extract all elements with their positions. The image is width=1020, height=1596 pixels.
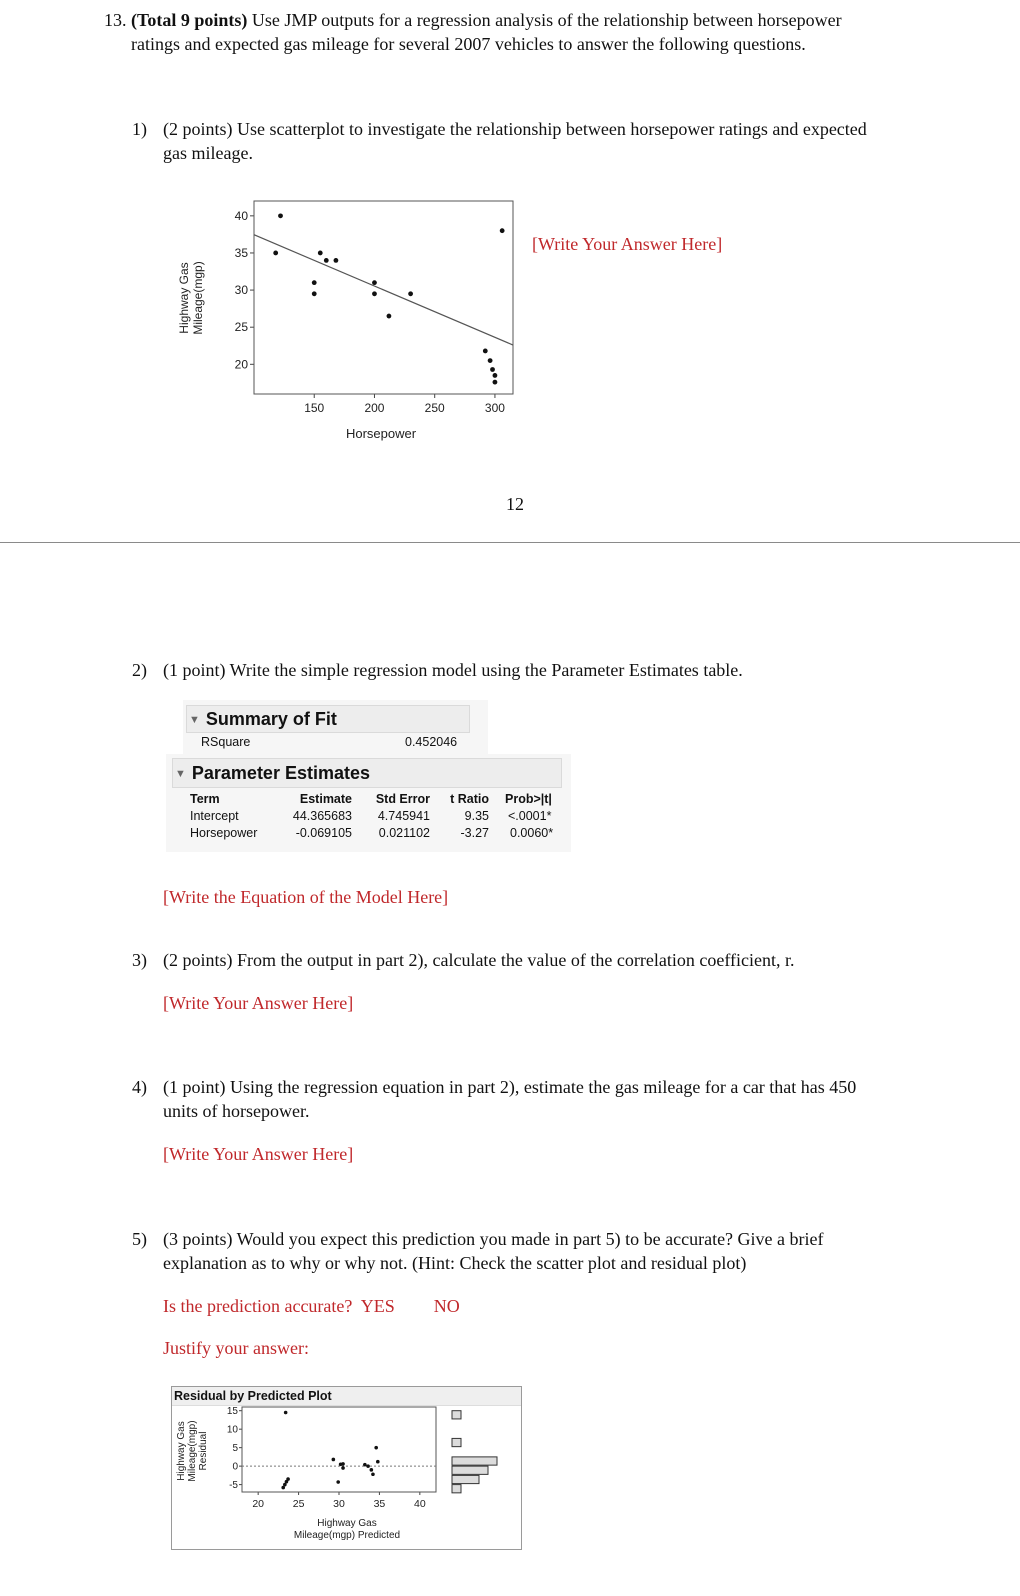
scatter-y-axis-label <box>177 261 205 334</box>
part5-prompt <box>163 1227 963 1275</box>
residual-y-tick-label: -5 <box>229 1480 238 1492</box>
residual-y-label-line: Residual <box>198 1431 209 1471</box>
part3-num: 3) <box>132 950 147 970</box>
scatter-y-tick-label: 20 <box>234 357 248 372</box>
residual-point <box>371 1472 375 1476</box>
table-row-horsepower-std-error: 0.021102 <box>378 826 430 840</box>
histogram-bar <box>452 1457 497 1465</box>
scatter-x-tick-label: 200 <box>364 401 385 415</box>
histogram-bar <box>452 1475 479 1483</box>
scatter-point <box>372 291 377 296</box>
part3-answer[interactable]: [Write Your Answer Here] <box>163 993 354 1013</box>
histogram-bar <box>452 1466 488 1474</box>
disclosure-triangle-icon[interactable]: ▼ <box>175 768 186 780</box>
residual-y-tick-label: 10 <box>226 1424 238 1436</box>
part3-prompt: (2 points) From the output in part 2), calculate the value of the correlation coefficient, r. <box>163 950 795 970</box>
residual-point <box>332 1458 336 1462</box>
justify-prompt[interactable]: Justify your answer: <box>163 1338 309 1358</box>
part4-line2: units of horsepower. <box>163 1101 310 1121</box>
table-row-horsepower-term: Horsepower <box>190 826 258 840</box>
scatter-point <box>334 258 339 263</box>
parameter-estimates-header[interactable] <box>172 758 562 788</box>
scatter-x-tick-label: 250 <box>424 401 445 415</box>
residual-point <box>284 1411 288 1415</box>
part4-answer[interactable]: [Write Your Answer Here] <box>163 1144 354 1164</box>
scatter-plot-frame <box>254 201 513 394</box>
scatter-y-tick-label: 30 <box>234 283 248 298</box>
residual-by-predicted-plot <box>172 1405 520 1547</box>
residual-plot-frame <box>242 1407 436 1492</box>
table-row-horsepower-t-ratio: -3.27 <box>460 826 489 840</box>
part5-line1: (3 points) Would you expect this prediction you made in part 5) to be accurate? Give a brief <box>163 1229 824 1249</box>
scatter-point <box>408 291 413 296</box>
residual-x-axis-label <box>294 1518 400 1541</box>
question-points: (Total 9 points) <box>131 10 248 30</box>
page-break-rule <box>0 542 1020 543</box>
parameter-estimates-title: Parameter Estimates <box>191 763 370 783</box>
residual-point <box>341 1462 345 1466</box>
scatter-y-tick-label: 35 <box>234 245 248 260</box>
residual-y-ticks <box>227 1406 242 1491</box>
scatter-point <box>493 373 498 378</box>
residual-x-label-line1: Highway Gas <box>317 1518 377 1529</box>
table-row-horsepower-estimate: -0.069105 <box>295 826 352 840</box>
yes-option[interactable]: YES <box>360 1296 395 1316</box>
scatter-x-ticks <box>304 394 505 415</box>
residual-y-tick-label: 5 <box>232 1443 238 1455</box>
residual-x-tick-label: 20 <box>252 1498 265 1510</box>
scatter-point <box>318 251 323 256</box>
histogram-bar <box>452 1411 461 1419</box>
scatter-y-tick-label: 25 <box>234 320 248 335</box>
summary-of-fit-header[interactable] <box>186 705 470 733</box>
part1-num: 1) <box>132 119 147 139</box>
part2-prompt: (1 point) Write the simple regression model using the Parameter Estimates table. <box>163 660 743 680</box>
table-row-intercept-std-error: 4.745941 <box>377 809 430 823</box>
regression-line <box>254 235 513 345</box>
scatter-point <box>324 258 329 263</box>
scatter-point <box>387 314 392 319</box>
col-header-prob: Prob>|t| <box>505 792 552 806</box>
scatter-point <box>490 367 495 372</box>
scatter-y-label-line1: Highway Gas <box>177 262 191 334</box>
part2-answer[interactable]: [Write the Equation of the Model Here] <box>163 887 449 907</box>
part5-line2: explanation as to why or why not. (Hint: Check the scatter plot and residual plot) <box>163 1253 747 1273</box>
rsquare-value: 0.452046 <box>405 735 458 749</box>
residual-plot-header <box>172 1387 521 1406</box>
residual-y-tick-label: 0 <box>232 1461 238 1473</box>
table-row-intercept-term: Intercept <box>190 809 239 823</box>
col-header-t-ratio: t Ratio <box>450 792 489 806</box>
residual-y-tick-label: 15 <box>226 1406 238 1418</box>
summary-of-fit-title: Summary of Fit <box>205 709 337 729</box>
part1-answer[interactable]: [Write Your Answer Here] <box>532 234 723 254</box>
scatter-point <box>312 280 317 285</box>
scatter-point <box>500 228 505 233</box>
residual-x-label-line2: Mileage(mgp) Predicted <box>293 1530 401 1541</box>
part4-line1: (1 point) Using the regression equation in part 2), estimate the gas mileage for a car that has 450 <box>163 1077 857 1097</box>
scatter-point <box>483 349 488 354</box>
scatter-point <box>312 291 317 296</box>
scatter-y-tick-label: 40 <box>234 208 248 223</box>
question-intro <box>104 8 1004 56</box>
residual-point <box>281 1486 285 1490</box>
scatter-point <box>372 280 377 285</box>
residual-y-axis-label <box>176 1420 209 1481</box>
question-number: 13. <box>104 10 127 30</box>
residual-point <box>341 1466 345 1470</box>
part4-prompt <box>163 1075 963 1123</box>
histogram-bar <box>452 1485 461 1493</box>
accuracy-question-text: Is the prediction accurate? <box>163 1296 353 1316</box>
scatter-x-tick-label: 300 <box>484 401 505 415</box>
scatter-fit-line <box>254 235 513 345</box>
part1-prompt <box>163 117 963 165</box>
part2-num: 2) <box>132 660 147 680</box>
scatter-points <box>273 213 504 384</box>
scatter-y-label-line2: Mileage(mgp) <box>191 261 205 335</box>
part4-num: 4) <box>132 1077 147 1097</box>
residual-point <box>366 1464 370 1468</box>
residual-point <box>363 1463 367 1467</box>
table-row-intercept-t-ratio: 9.35 <box>464 809 489 823</box>
residual-point <box>370 1468 374 1472</box>
question-intro-line2: ratings and expected gas mileage for several 2007 vehicles to answer the following questions. <box>131 34 806 54</box>
part1-line2: gas mileage. <box>163 143 253 163</box>
residual-x-tick-label: 40 <box>413 1498 426 1510</box>
horsepower-scatterplot <box>170 198 520 448</box>
residual-point <box>374 1446 378 1450</box>
scatter-x-tick-label: 150 <box>304 401 325 415</box>
residual-histogram <box>452 1411 497 1493</box>
scatter-x-axis-label: Horsepower <box>345 426 417 441</box>
col-header-std-error: Std Error <box>375 792 430 806</box>
page-number: 12 <box>506 494 524 514</box>
rsquare-label: RSquare <box>201 735 251 749</box>
scatter-point <box>488 358 493 363</box>
residual-y-label-line: Highway Gas <box>176 1421 187 1481</box>
scatter-point <box>273 251 278 256</box>
part1-line1: (2 points) Use scatterplot to investigate the relationship between horsepower ratings and expected <box>163 119 867 139</box>
part5-num: 5) <box>132 1229 147 1249</box>
residual-x-tick-label: 35 <box>373 1498 386 1510</box>
question-intro-line1 <box>104 8 1004 32</box>
question-intro-text: Use JMP outputs for a regression analysis of the relationship between horsepower <box>247 10 842 30</box>
col-header-estimate: Estimate <box>299 792 352 806</box>
residual-point <box>336 1480 340 1484</box>
residual-point <box>376 1460 380 1464</box>
residual-x-tick-label: 30 <box>333 1498 345 1510</box>
histogram-bar <box>452 1438 461 1446</box>
table-row-intercept-estimate: 44.365683 <box>292 809 352 823</box>
scatter-point <box>493 380 498 385</box>
residual-x-ticks <box>252 1492 426 1510</box>
scatter-y-ticks <box>235 209 254 371</box>
residual-y-label-line: Mileage(mgp) <box>187 1420 198 1482</box>
residual-x-tick-label: 25 <box>292 1498 305 1510</box>
accuracy-question <box>163 1294 460 1318</box>
no-option[interactable]: NO <box>433 1296 460 1316</box>
col-header-term: Term <box>190 792 220 806</box>
residual-plot-title: Residual by Predicted Plot <box>174 1389 332 1403</box>
table-row-intercept-prob: <.0001* <box>508 809 552 823</box>
table-row-horsepower-prob: 0.0060* <box>510 826 554 840</box>
scatter-point <box>278 213 283 218</box>
residual-points <box>281 1411 379 1490</box>
disclosure-triangle-icon[interactable]: ▼ <box>189 714 200 726</box>
